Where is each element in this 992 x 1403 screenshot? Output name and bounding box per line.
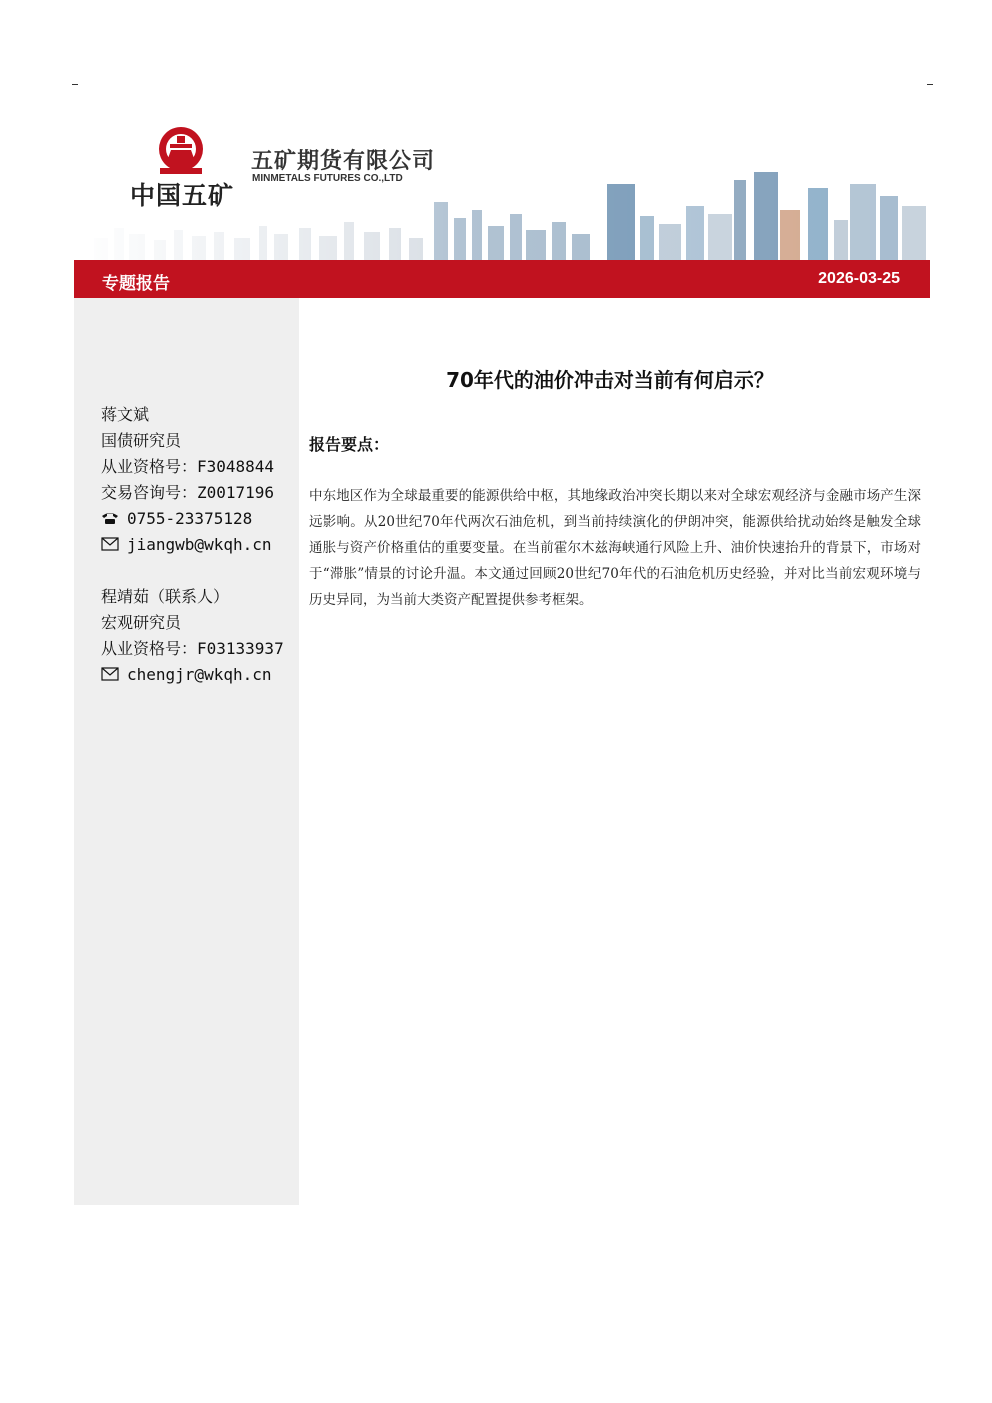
- author-phone: [101, 506, 296, 532]
- author-title: 宏观研究员: [101, 613, 182, 632]
- report-type-banner: [74, 260, 930, 298]
- author-sidebar: [74, 298, 299, 1205]
- corner-mark-left: [72, 84, 78, 85]
- author-qualification: 从业资格号：F3048844: [101, 457, 275, 476]
- author-card: [101, 402, 296, 558]
- mail-icon: [101, 667, 119, 681]
- author-email: [101, 662, 296, 688]
- report-title: 70年代的油价冲击对当前有何启示？: [446, 368, 774, 392]
- report-date: 2026-03-25: [818, 270, 900, 287]
- author-title: 国债研究员: [101, 431, 182, 450]
- author-phone-number: 0755-23375128: [127, 509, 253, 528]
- company-name-cn: 五矿期货有限公司: [251, 149, 436, 174]
- author-email-address[interactable]: jiangwb@wkqh.cn: [127, 535, 272, 554]
- author-name: 蒋文斌: [101, 405, 150, 424]
- author-consulting-number: 交易咨询号：Z0017196: [101, 483, 275, 502]
- key-points-heading: 报告要点：: [309, 435, 390, 454]
- report-header: [74, 110, 930, 260]
- report-type-label: 专题报告: [102, 274, 170, 294]
- author-email-address[interactable]: chengjr@wkqh.cn: [127, 665, 272, 684]
- phone-icon: [101, 511, 119, 525]
- corner-mark-right: [927, 84, 933, 85]
- author-email: [101, 532, 296, 558]
- minmetals-emblem-logo: [156, 124, 206, 178]
- author-name: 程靖茹（联系人）: [101, 587, 230, 606]
- company-name-en: MINMETALS FUTURES CO.,LTD: [252, 173, 403, 184]
- report-summary: 中东地区作为全球最重要的能源供给中枢，其地缘政治冲突长期以来对全球宏观经济与金融市场产生深远影响。从20世纪70年代两次石油危机，到当前持续演化的伊朗冲突，能源供给扰动始终是触发全球通胀与资产价格重估的重要变量。在当前霍尔木兹海峡通行风险上升、油价快速抬升的背景下，市场对于“滞胀”情景的讨论升温。本文通过回顾20世纪70年代的石油危机历史经验，并对比当前宏观环境与历史异同，为当前大类资产配置提供参考框架。: [309, 488, 921, 608]
- mail-icon: [101, 537, 119, 551]
- author-card: [101, 584, 296, 688]
- logo-wordmark: 中国五矿: [130, 181, 235, 210]
- author-qualification: 从业资格号：F03133937: [101, 639, 284, 658]
